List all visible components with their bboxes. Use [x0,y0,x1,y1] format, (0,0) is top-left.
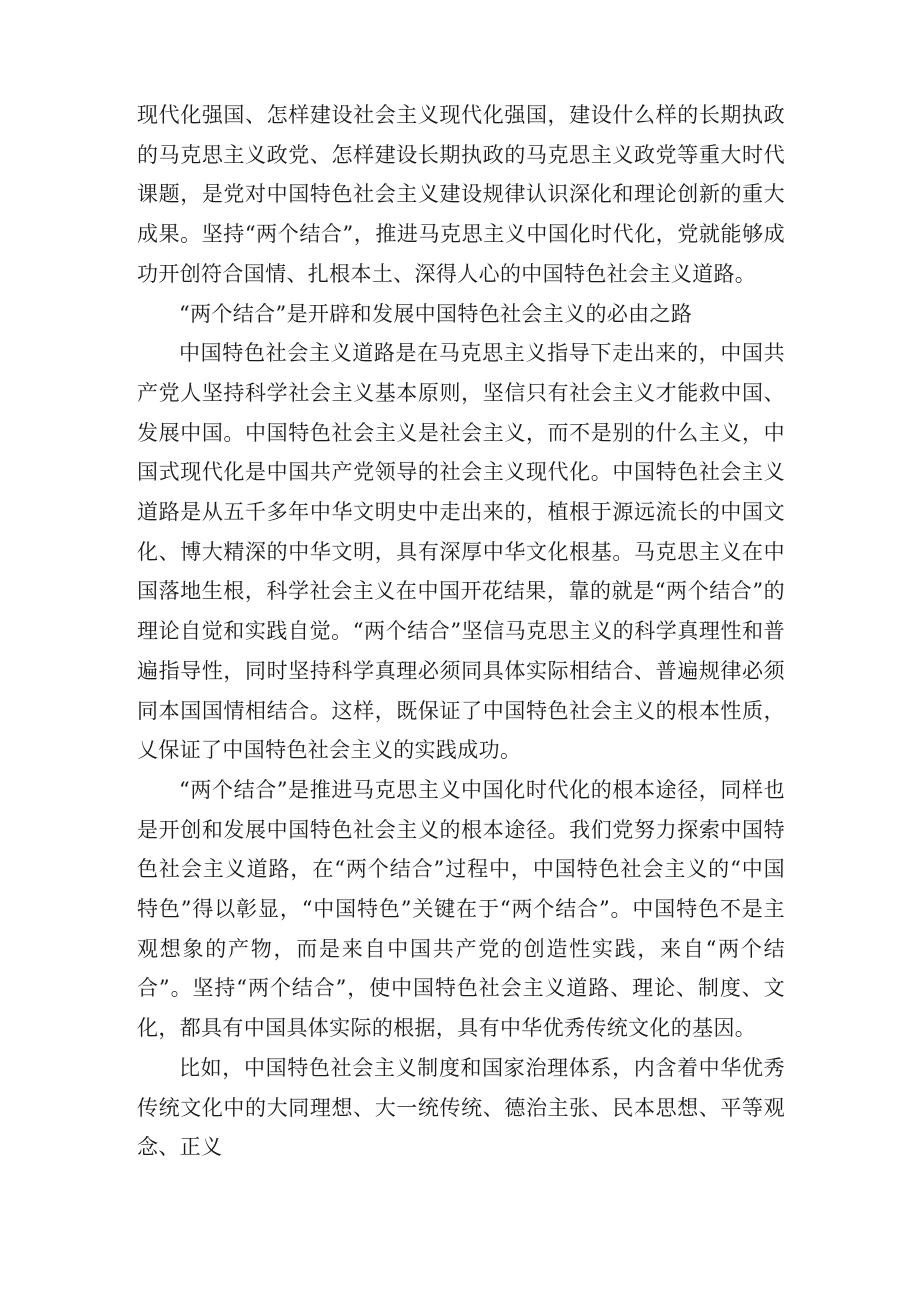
document-body [137,96,785,1168]
section-heading: “两个结合”是开辟和发展中国特色社会主义的必由之路 [179,301,693,326]
paragraph-continuation: 现代化强国、怎样建设社会主义现代化强国，建设什么样的长期执政的马克思主义政党、怎样建设长期执政的马克思主义政党等重大时代课题，是党对中国特色社会主义建设规律认识深化和理论创新的重大成果。坚持“两个结合”，推进马克思主义中国化时代化，党就能够成功开创符合国情、扎根本土、深得人心的中国特色社会主义道路。 [137,103,785,286]
paragraph: 比如，中国特色社会主义制度和国家治理体系，内含着中华优秀传统文化中的大同理想、大一统传统、德治主张、民本思想、平等观念、正义 [137,1055,785,1160]
paragraph: 中国特色社会主义道路是在马克思主义指导下走出来的，中国共产党人坚持科学社会主义基本原则，坚信只有社会主义才能救中国、发展中国。中国特色社会主义是社会主义，而不是别的什么主义，中国式现代化是中国共产党领导的社会主义现代化。中国特色社会主义道路是从五千多年中华文明史中走出来的，植根于源远流长的中国文化、博大精深的中华文明，具有深厚中华文化根基。马克思主义在中国落地生根，科学社会主义在中国开花结果，靠的就是“两个结合”的理论自觉和实践自觉。“两个结合”坚信马克思主义的科学真理性和普遍指导性，同时坚持科学真理必须同具体实际相结合、普遍规律必须同本国国情相结合。这样，既保证了中国特色社会主义的根本性质，乂保证了中国特色社会主义的实践成功。 [137,341,785,763]
paragraph: “两个结合”是推进马克思主义中国化时代化的根本途径，同样也是开创和发展中国特色社会主义的根本途径。我们党努力探索中国特色社会主义道路，在“两个结合”过程中，中国特色社会主义的“中国特色”得以彰显，“中国特色”关键在于“两个结合”。中国特色不是主观想象的产物，而是来自中国共产党的创造性实践，来自“两个结合”。坚持“两个结合”，使中国特色社会主义道路、理论、制度、文化，都具有中国具体实际的根据，具有中华优秀传统文化的基因。 [137,777,785,1041]
